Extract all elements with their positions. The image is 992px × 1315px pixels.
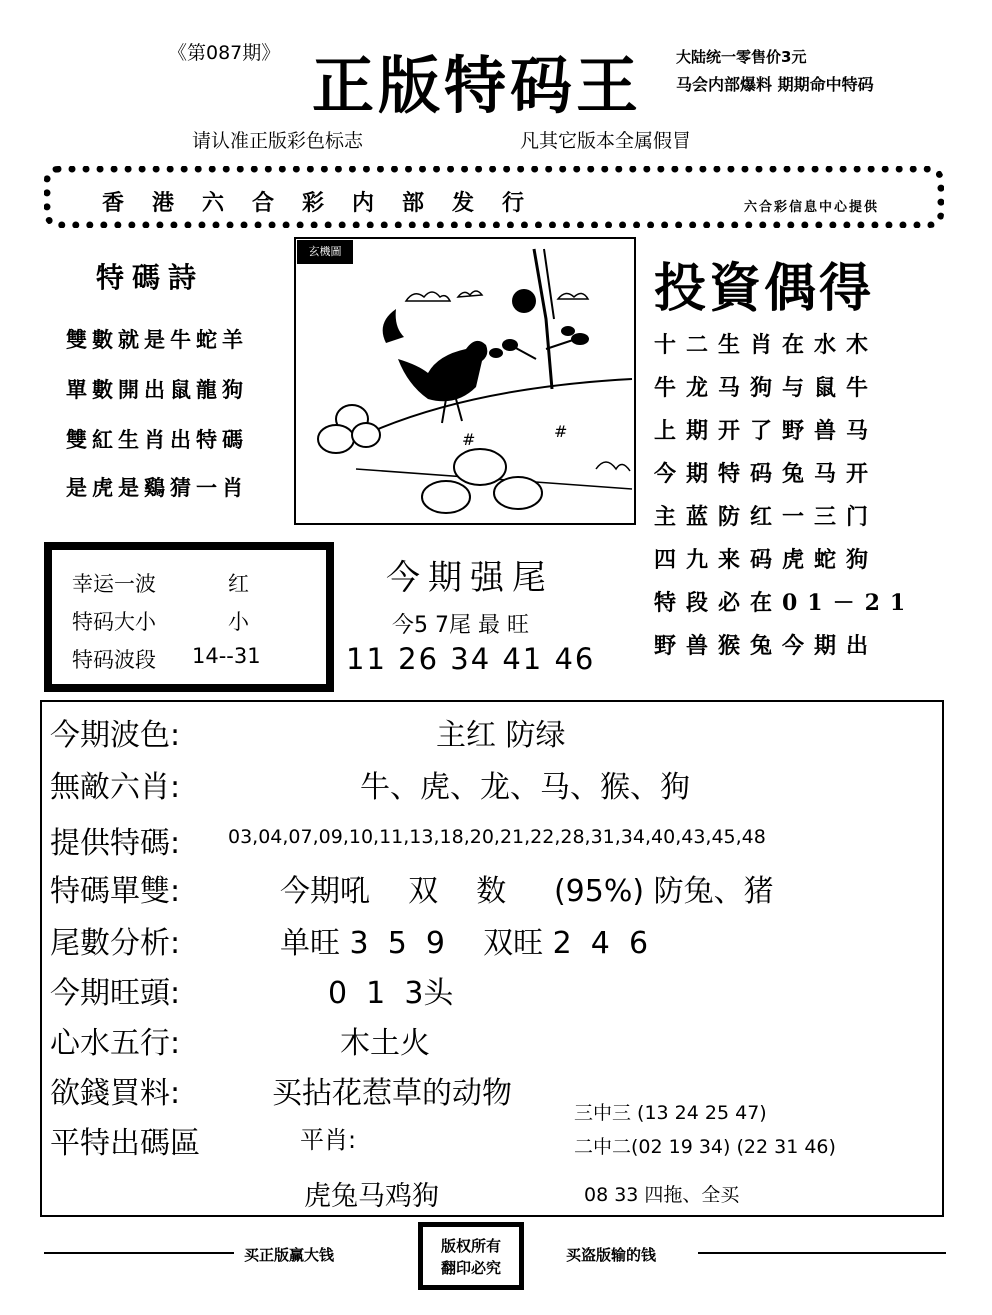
footer-left-text: 买正版赢大钱	[244, 1246, 335, 1264]
luck-value: 红	[228, 572, 249, 596]
footer-rule-left	[44, 1252, 234, 1254]
codes-value: 03,04,07,09,10,11,13,18,20,21,22,28,31,34,40,43,45,48	[228, 826, 766, 848]
poem-line: 是虎是鷄猜一肖	[66, 475, 248, 500]
footer-rule-right	[698, 1252, 946, 1254]
three-in-three: 三中三 (13 24 25 47)	[574, 1102, 767, 1124]
strong-tail-title: 今期强尾	[386, 558, 554, 598]
flat-value: 虎兔马鸡狗	[304, 1181, 439, 1212]
main-title: 正版特码王	[312, 49, 643, 122]
luck-label: 幸运一波	[72, 572, 156, 596]
luck-value: 小	[228, 610, 249, 634]
copyright-line: 版权所有	[440, 1237, 501, 1255]
insider-note: 马会内部爆料 期期命中特码	[676, 75, 874, 94]
authentic-notice: 请认准正版彩色标志	[192, 130, 364, 152]
tail-label: 尾數分析:	[50, 926, 181, 961]
tail-value: 单旺 3 5 9 双旺 2 4 6	[280, 926, 649, 961]
price-note: 大陆统一零售价3元	[676, 48, 807, 66]
luck-value: 14--31	[192, 644, 261, 668]
invest-title: 投資偶得	[654, 258, 875, 319]
poem-line: 單數開出鼠龍狗	[66, 377, 248, 402]
rooster-landscape-illustration	[294, 237, 636, 525]
odd-even-value: 今期吼 双 数 (95%) 防兔、猪	[280, 874, 774, 909]
luck-label: 特码大小	[72, 610, 156, 634]
luck-label: 特码波段	[72, 648, 156, 672]
invest-line: 主蓝防红一三门	[654, 504, 879, 530]
invest-line: 特段必在01－21	[654, 590, 916, 616]
head-value: 0 1 3头	[328, 976, 454, 1011]
svg-text:#: #	[554, 422, 568, 441]
head-label: 今期旺頭:	[50, 976, 181, 1011]
invest-line: 四九来码虎蛇狗	[654, 547, 879, 573]
invest-line: 今期特码兔马开	[654, 461, 879, 487]
six-zodiac-label: 無敵六肖:	[50, 770, 181, 805]
banner-text: 香港六合彩内部发行	[102, 190, 553, 216]
wave-color-value: 主红 防绿	[436, 718, 566, 753]
invest-line: 十二生肖在水木	[654, 332, 879, 358]
svg-text:#: #	[462, 430, 476, 449]
money-label: 欲錢買料:	[50, 1076, 181, 1111]
rooster-icon	[296, 239, 634, 523]
flat-label: 平特出碼區	[50, 1126, 200, 1161]
odd-even-label: 特碼單雙:	[50, 874, 181, 909]
invest-line: 野兽猴兔今期出	[654, 633, 879, 659]
strong-tail-sub: 今5 7尾 最 旺	[392, 613, 529, 638]
issue-number: 《第087期》	[168, 42, 281, 64]
illustration-tag: 玄機圖	[297, 240, 353, 264]
banner-credit: 六合彩信息中心提供	[744, 200, 880, 215]
fake-notice: 凡其它版本全属假冒	[520, 130, 692, 152]
two-in-two: 二中二(02 19 34) (22 31 46)	[574, 1136, 836, 1158]
codes-label: 提供特碼:	[50, 826, 181, 861]
strong-tail-numbers: 11 26 34 41 46	[346, 642, 596, 676]
wave-color-label: 今期波色:	[50, 718, 181, 753]
wuxing-value: 木土火	[340, 1026, 430, 1061]
poem-line: 雙數就是牛蛇羊	[66, 327, 248, 352]
copyright-box	[418, 1222, 524, 1290]
money-value: 买拈花惹草的动物	[272, 1076, 512, 1111]
wuxing-label: 心水五行:	[50, 1026, 181, 1061]
drag-note: 08 33 四拖、全买	[584, 1184, 740, 1206]
invest-line: 上期开了野兽马	[654, 418, 879, 444]
poem-title: 特碼詩	[96, 261, 205, 294]
footer-right-text: 买盗版输的钱	[566, 1246, 657, 1264]
poem-line: 雙紅生肖出特碼	[66, 427, 248, 452]
copyright-line: 翻印必究	[440, 1259, 501, 1277]
invest-line: 牛龙马狗与鼠牛	[654, 375, 879, 401]
six-zodiac-value: 牛、虎、龙、马、猴、狗	[360, 770, 690, 805]
flat-sub-label: 平肖:	[300, 1126, 357, 1154]
